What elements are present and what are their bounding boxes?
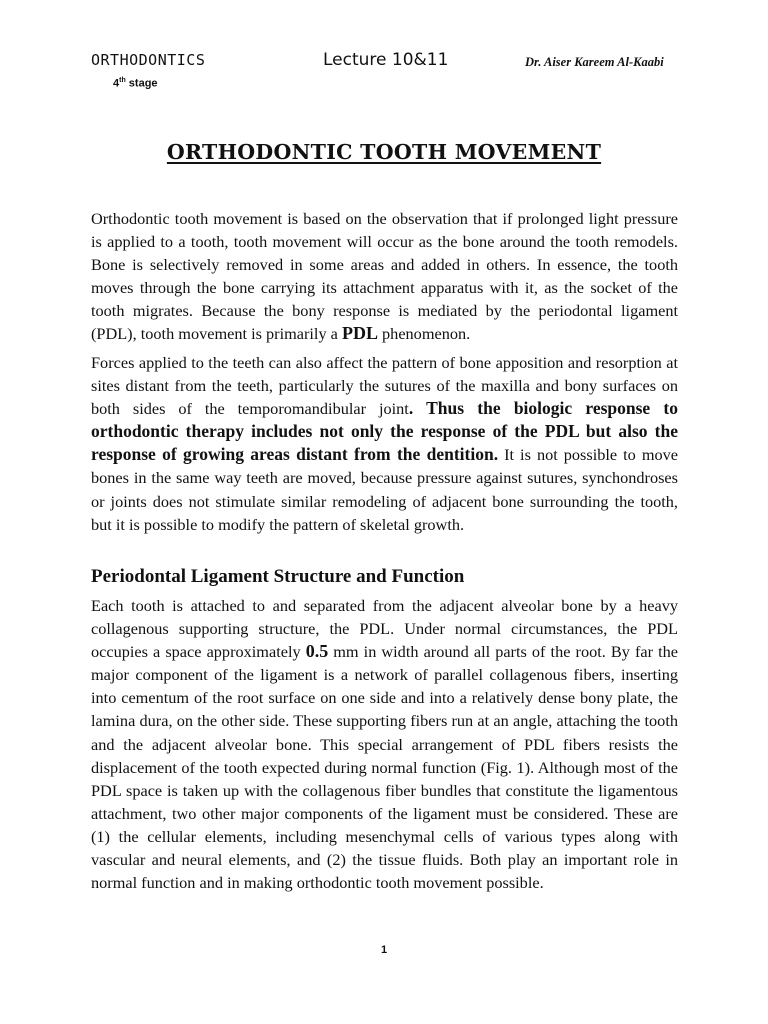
paragraph-intro-text: Orthodontic tooth movement is based on the observation that if prolonged light pressure is applied to a tooth, tooth movement will occur as the bone around the tooth remodels. Bone is selectively removed in some areas and added in others. In essence, the tooth moves through the bone carrying its attachment apparatus with it, as the socket of the tooth migrates. Because the bony response is mediated by the periodontal ligament (PDL), tooth movement is primarily a [91, 209, 678, 344]
stage-label [113, 77, 158, 90]
author-name: Dr. Aiser Kareem Al-Kaabi [525, 55, 664, 69]
paragraph-pdl-start: Each tooth is attached to and separated from the adjacent alveolar bone by a heavy collagenous supporting structure, the PDL. Under normal circumstances, the PDL occupies a space approximately [91, 596, 678, 662]
paragraph-intro-end: phenomenon. [377, 324, 471, 344]
page-title-text: ORTHODONTIC TOOTH MOVEMENT [166, 140, 602, 164]
stage-suffix: th [119, 77, 126, 84]
page-title [0, 140, 768, 164]
paragraph-intro [91, 207, 678, 346]
paragraph-forces-text: Forces applied to the teeth can also affect the pattern of bone apposition and resorption at sites distant from the teeth, particularly the sutures of the maxilla and bony surfaces on both sides of the temporomandibular joint [91, 353, 678, 419]
pdl-bold-term: PDL [341, 323, 378, 344]
course-name: ORTHODONTICS [91, 51, 206, 69]
page-number: 1 [380, 944, 388, 956]
paragraph-pdl [91, 594, 678, 894]
stage-number: 4 [113, 77, 120, 90]
paragraph-forces [91, 351, 678, 536]
paragraph-forces-end: It is not possible to move bones in the same way teeth are moved, because pressure against sutures, synchondroses or joints does not stimulate similar remodeling of adjacent bone surrounding the tooth, but it is possible to modify the pattern of skeletal growth. [91, 445, 679, 534]
stage-word: stage [128, 77, 158, 90]
section-heading: Periodontal Ligament Structure and Function [91, 566, 465, 587]
lecture-label: Lecture 10&11 [323, 50, 449, 70]
paragraph-forces-bold: . Thus the biologic response to orthodontic therapy includes not only the response of the PDL but also the response of growing areas distant from the dentition. [91, 398, 678, 465]
pdl-width-value: 0.5 [305, 641, 329, 662]
paragraph-pdl-end: mm in width around all parts of the root. By far the major component of the ligament is a network of parallel collagenous fibers, inserting into cementum of the root surface on one side and into a relatively dense bony plate, the lamina dura, on the other side. These supporting fibers run at an angle, attaching the tooth and the adjacent alveolar bone. This special arrangement of PDL fibers resists the displacement of the tooth expected during normal function (Fig. 1). Although most of the PDL space is taken up with the collagenous fiber bundles that constitute the ligamentous attachment, two other major components of the ligament must be considered. These are (1) the cellular elements, including mesenchymal cells of various types along with vascular and neural elements, and (2) the tissue fluids. Both play an important role in normal function and in making orthodontic tooth movement possible. [91, 642, 678, 893]
